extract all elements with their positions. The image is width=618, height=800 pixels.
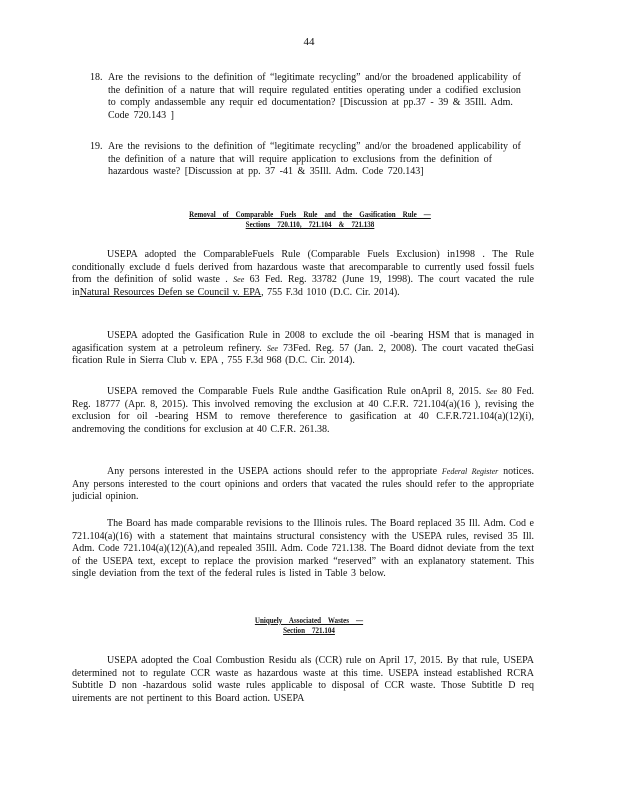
question-18 — [90, 72, 530, 122]
paragraph-removal: USEPA removed the Comparable Fuels Rule andthe Gasification Rule onApril 8, 2015. See 80 Fed. Reg. 18777 (Apr. 8, 2015). This involved removing the exclusion at 40 C.F.R. 721.104(a)(16 ), revising the exclusion for oil -bearing HSM to remove thereference to gasification at 40 C.F.R.721.104(a)(12)(i), andremoving the conditions for exclusion at 40 C.F.R. 261.38. — [72, 386, 535, 435]
question-19 — [90, 141, 530, 179]
see-signal: See — [233, 275, 245, 284]
question-text: Are the revisions to the definition of “legitimate recycling” and/or the broadened applicability of the definition of a nature that will require application to exclusions from the definition of hazardous waste? [Discussion at pp. 37 -41 & 35Ill. Adm. Code 720.143] — [108, 141, 521, 177]
federal-register-ital: Federal Register — [441, 467, 499, 476]
paragraph-interested-persons: Any persons interested in the USEPA actions should refer to the appropriate Federal Register notices. Any persons interested to the court opinions and orders that vacated the rules should refer to the appropriate judicial opinion. — [72, 466, 534, 502]
paragraph-gasification: USEPA adopted the Gasification Rule in 2008 to exclude the oil -bearing HSM that is managed in agasification system at a petroleum refinery. See 73Fed. Reg. 57 (Jan. 2, 2008). The court vacated theGasi fication Rule in Sierra Club v. EPA , 755 F.3d 968 (D.C. Cir. 2014). — [72, 330, 535, 366]
heading-line: Sections 720.110, 721.104 & 721.138 — [245, 220, 375, 229]
paragraph-ccr: USEPA adopted the Coal Combustion Residu als (CCR) rule on April 17, 2015. By that rule, USEPA determined not to regulate CCR waste as hazardous waste at this time. USEPA instead established RCRA Subtitle D non -hazardous solid waste rules applicable to disposal of CCR waste. Those Subtitle D req uirements are not pertinent to this Board action. USEPA — [72, 655, 534, 704]
paragraph-comparable-fuels: USEPA adopted the ComparableFuels Rule (Comparable Fuels Exclusion) in1998 . The Rule conditionally exclude d fuels derived from hazardous waste that arecomparable to currently used fossil fuels from the definition of solid waste . See 63 Fed. Reg. 33782 (June 19, 1998). The court vacated the rule inNatural Resources Defen se Council v. EPA, 755 F.3d 1010 (D.C. Cir. 2014). — [72, 249, 535, 298]
paragraph-board-revisions: The Board has made comparable revisions to the Illinois rules. The Board replaced 35 Ill. Adm. Cod e 721.104(a)(16) with a statement that maintains structural consistency with the USEPA rules, revised 35 Ill. Adm. Code 721.104(a)(12)(A),and repealed 35Ill. Adm. Code 721.138. The Board didnot deviate from the text of the USEPA text, except to replace the provision marked “reserved” with an explanatory statement. This single deviation from the text of the federal rules is listed in Table 3 below. — [72, 518, 534, 579]
see-signal: See — [266, 343, 278, 353]
case-citation: Natural Resources Defen se Council v. EPA — [79, 286, 262, 298]
heading-line: Removal of Comparable Fuels Rule and the Gasification Rule — — [189, 210, 431, 219]
section-heading-uniquely-associated — [221, 616, 397, 635]
heading-line: Uniquely Associated Wastes — — [254, 616, 364, 625]
page-number: 44 — [303, 36, 315, 48]
question-text: Are the revisions to the definition of “legitimate recycling” and/or the broadened applicability of the definition of a nature that will require regulated entities operating under a codified exclusion to comply andassemble any requir ed documentation? [Discussion at pp.37 - 39 & 35Ill. Adm. Code 720.143 ] — [108, 72, 521, 121]
question-number: 19. — [90, 141, 103, 152]
heading-line: Section 721.104 — [283, 626, 335, 635]
question-number: 18. — [90, 72, 103, 83]
see-signal: See — [485, 387, 498, 396]
section-heading-comparable-fuels — [152, 210, 469, 229]
